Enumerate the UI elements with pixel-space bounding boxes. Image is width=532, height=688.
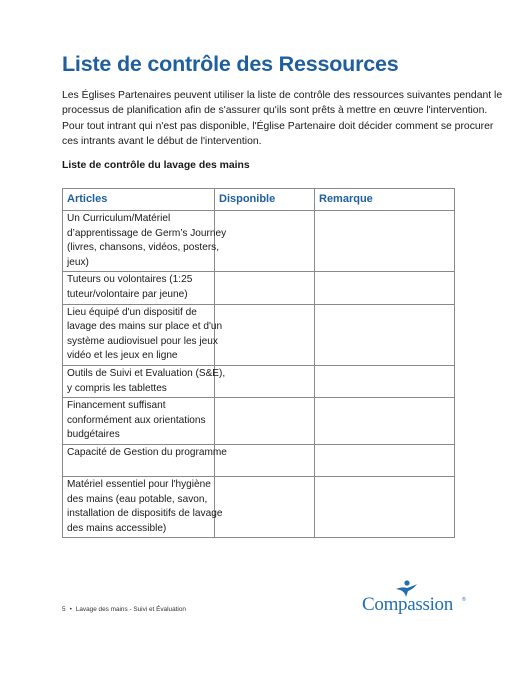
intro-line: ces intrants avant le début de l'intervention. — [62, 136, 262, 148]
article-cell: Matériel essentiel pour l'hygiène des mains (eau potable, savon, installation de dispositifs de lavage des mains accessible) — [63, 477, 215, 538]
header-articles: Articles — [63, 189, 215, 211]
compassion-logo — [362, 580, 472, 620]
disponible-cell[interactable] — [215, 365, 315, 397]
footer-text: Lavage des mains - Suivi et Évaluation — [75, 606, 186, 613]
remarque-cell[interactable] — [315, 444, 455, 476]
table-row — [63, 304, 455, 365]
disponible-cell[interactable] — [215, 304, 315, 365]
disponible-cell[interactable] — [215, 211, 315, 272]
remarque-cell[interactable] — [315, 272, 455, 304]
remarque-cell[interactable] — [315, 211, 455, 272]
footer-bullet: • — [69, 606, 72, 613]
disponible-cell[interactable] — [215, 477, 315, 538]
article-cell: Tuteurs ou volontaires (1:25 tuteur/volontaire par jeune) — [63, 272, 215, 304]
resource-checklist-table — [62, 188, 455, 538]
disponible-cell[interactable] — [215, 444, 315, 476]
registered-mark: ® — [462, 597, 466, 603]
article-cell: Financement suffisant conformément aux orientations budgétaires — [63, 398, 215, 445]
remarque-cell[interactable] — [315, 365, 455, 397]
logo-wordmark: Compassion — [362, 594, 453, 615]
table-row — [63, 444, 455, 476]
table-row — [63, 477, 455, 538]
intro-line: Les Églises Partenaires peuvent utiliser la liste de contrôle des ressources suivantes pendant le — [62, 90, 503, 101]
intro-line: Pour tout intrant qui n'est pas disponible, l'Église Partenaire doit décider comment se procurer — [62, 120, 494, 132]
header-remarque: Remarque — [315, 189, 455, 211]
table-header-row — [63, 189, 455, 211]
remarque-cell[interactable] — [315, 477, 455, 538]
article-cell: Outils de Suivi et Evaluation (S&E), y compris les tablettes — [63, 365, 215, 397]
page-title: Liste de contrôle des Ressources — [62, 52, 399, 76]
table-row — [63, 272, 455, 304]
page-footer — [62, 606, 186, 613]
header-disponible: Disponible — [215, 189, 315, 211]
article-cell: Capacité de Gestion du programme — [63, 444, 215, 476]
article-cell: Un Curriculum/Matériel d’apprentissage de Germ’s Journey (livres, chansons, vidéos, posters, jeux) — [63, 211, 215, 272]
page-number: 5 — [62, 606, 66, 613]
article-cell: Lieu équipé d'un dispositif de lavage des mains sur place et d'un système audiovisuel pour les jeux vidéo et les jeux en ligne — [63, 304, 215, 365]
intro-line: processus de planification afin de s'assurer qu'ils sont prêts à mettre en œuvre l'intervention. — [62, 105, 488, 117]
remarque-cell[interactable] — [315, 304, 455, 365]
remarque-cell[interactable] — [315, 398, 455, 445]
table-row — [63, 365, 455, 397]
table-row — [63, 398, 455, 445]
intro-paragraph — [62, 88, 503, 150]
checklist-subtitle: Liste de contrôle du lavage des mains — [62, 160, 250, 171]
table-row — [63, 211, 455, 272]
disponible-cell[interactable] — [215, 398, 315, 445]
disponible-cell[interactable] — [215, 272, 315, 304]
